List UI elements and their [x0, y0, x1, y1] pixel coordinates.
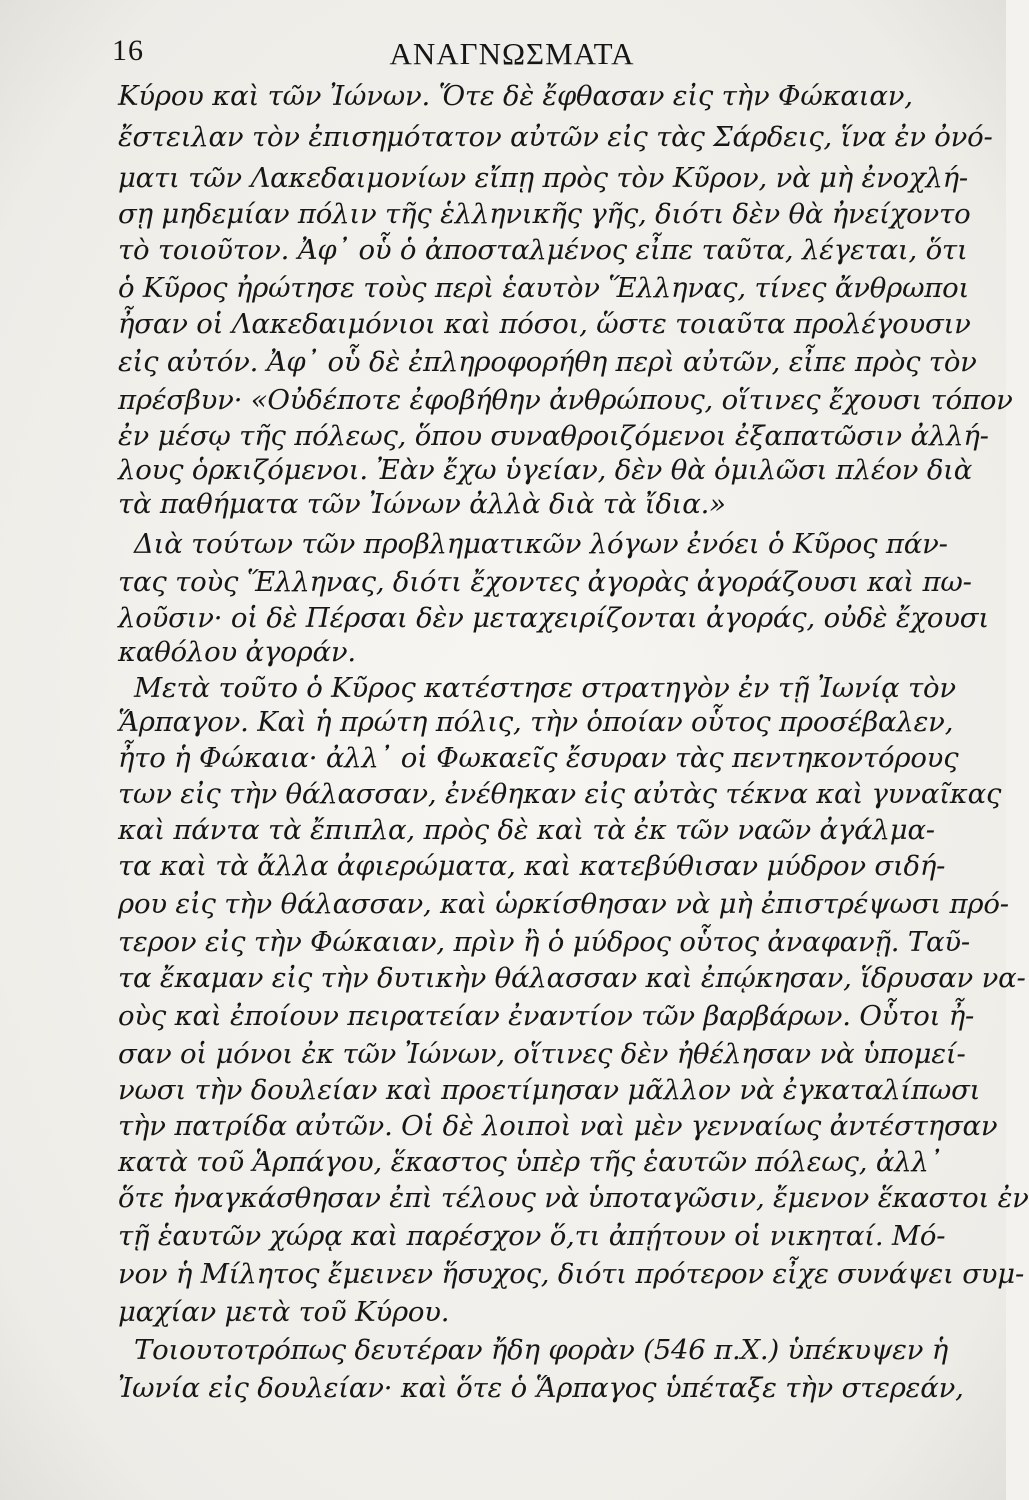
- text-line: ἦτο ἡ Φώκαια· ἀλλ᾽ οἱ Φωκαεῖς ἔσυραν τὰς πεντηκοντόρους: [118, 742, 959, 774]
- text-line: λους ὁρκιζόμενοι. Ἐὰν ἔχω ὑγείαν, δὲν θὰ ὁμιλῶσι πλέον διὰ: [118, 454, 973, 486]
- text-line: ρου εἰς τὴν θάλασσαν, καὶ ὡρκίσθησαν νὰ μὴ ἐπιστρέψωσι πρό-: [118, 888, 1009, 920]
- text-line: τα ἔκαμαν εἰς τὴν δυτικὴν θάλασσαν καὶ ἐπῴκησαν, ἵδρυσαν να-: [118, 962, 1026, 994]
- running-title: ΑΝΑΓΝΩΣΜΑΤΑ: [389, 36, 635, 71]
- text-line: οὺς καὶ ἐποίουν πειρατείαν ἐναντίον τῶν βαρβάρων. Οὗτοι ἦ-: [118, 1000, 975, 1032]
- text-line: των εἰς τὴν θάλασσαν, ἐνέθηκαν εἰς αὐτὰς τέκνα καὶ γυναῖκας: [118, 778, 1002, 810]
- text-line: Κύρου καὶ τῶν Ἰώνων. Ὅτε δὲ ἔφθασαν εἰς τὴν Φώκαιαν,: [118, 80, 913, 112]
- text-line: τὴν πατρίδα αὐτῶν. Οἱ δὲ λοιποὶ ναὶ μὲν γενναίως ἀντέστησαν: [118, 1110, 998, 1142]
- text-line: καθόλου ἀγοράν.: [118, 636, 356, 668]
- page-number: 16: [112, 34, 144, 67]
- paragraph-first-line: Μετὰ τοῦτο ὁ Κῦρος κατέστησε στρατηγὸν ἐν τῇ Ἰωνίᾳ τὸν: [134, 672, 956, 704]
- text-line: τῇ ἑαυτῶν χώρᾳ καὶ παρέσχον ὅ,τι ἀπῄτουν οἱ νικηταί. Μό-: [118, 1220, 946, 1252]
- text-line: τερον εἰς τὴν Φώκαιαν, πρὶν ἢ ὁ μύδρος οὗτος ἀναφανῇ. Ταῦ-: [118, 926, 970, 958]
- text-line: λοῦσιν· οἱ δὲ Πέρσαι δὲν μεταχειρίζονται ἀγοράς, οὐδὲ ἔχουσι: [118, 602, 989, 634]
- text-line: πρέσβυν· «Οὐδέποτε ἐφοβήθην ἀνθρώπους, οἵτινες ἔχουσι τόπον: [118, 384, 1013, 416]
- paragraph-first-line: Τοιουτοτρόπως δευτέραν ἤδη φορὰν (546 π.Χ.) ὑπέκυψεν ἡ: [134, 1334, 949, 1366]
- text-line: μαχίαν μετὰ τοῦ Κύρου.: [118, 1296, 450, 1328]
- text-line: ἐν μέσῳ τῆς πόλεως, ὅπου συναθροιζόμενοι ἐξαπατῶσιν ἀλλή-: [118, 420, 989, 452]
- text-line: ματι τῶν Λακεδαιμονίων εἴπῃ πρὸς τὸν Κῦρον, νὰ μὴ ἐνοχλή-: [118, 162, 969, 194]
- text-line: ὅτε ἠναγκάσθησαν ἐπὶ τέλους νὰ ὑποταγῶσιν, ἔμενον ἕκαστοι ἐν: [118, 1182, 1029, 1214]
- page-header: [112, 22, 912, 74]
- text-line: Ἅρπαγον. Καὶ ἡ πρώτη πόλις, τὴν ὁποίαν οὗτος προσέβαλεν,: [118, 706, 954, 738]
- text-line: σαν οἱ μόνοι ἐκ τῶν Ἰώνων, οἵτινες δὲν ἠθέλησαν νὰ ὑπομεί-: [118, 1038, 966, 1070]
- text-line: κατὰ τοῦ Ἁρπάγου, ἕκαστος ὑπὲρ τῆς ἑαυτῶν πόλεως, ἀλλ᾽: [118, 1146, 943, 1178]
- text-line: εἰς αὐτόν. Ἀφ᾽ οὗ δὲ ἐπληροφορήθη περὶ αὐτῶν, εἶπε πρὸς τὸν: [118, 346, 977, 378]
- text-line: Ἰωνία εἰς δουλείαν· καὶ ὅτε ὁ Ἅρπαγος ὑπέταξε τὴν στερεάν,: [118, 1372, 964, 1404]
- text-line: τὸ τοιοῦτον. Ἀφ᾽ οὗ ὁ ἀποσταλμένος εἶπε ταῦτα, λέγεται, ὅτι: [118, 234, 968, 266]
- text-line: τα καὶ τὰ ἄλλα ἀφιερώματα, καὶ κατεβύθισαν μύδρον σιδή-: [118, 850, 946, 882]
- text-line: καὶ πάντα τὰ ἔπιπλα, πρὸς δὲ καὶ τὰ ἐκ τῶν ναῶν ἀγάλμα-: [118, 814, 935, 846]
- text-line: ἔστειλαν τὸν ἐπισημότατον αὐτῶν εἰς τὰς Σάρδεις, ἵνα ἐν ὀνό-: [118, 121, 993, 153]
- text-line: ὁ Κῦρος ἠρώτησε τοὺς περὶ ἑαυτὸν Ἕλληνας, τίνες ἄνθρωποι: [118, 272, 970, 304]
- paragraph-first-line: Διὰ τούτων τῶν προβληματικῶν λόγων ἐνόει ὁ Κῦρος πάν-: [134, 528, 948, 560]
- text-line: ἦσαν οἱ Λακεδαιμόνιοι καὶ πόσοι, ὥστε τοιαῦτα προλέγουσιν: [118, 308, 971, 340]
- text-line: νωσι τὴν δουλείαν καὶ προετίμησαν μᾶλλον νὰ ἐγκαταλίπωσι: [118, 1074, 981, 1106]
- text-line: σῃ μηδεμίαν πόλιν τῆς ἑλληνικῆς γῆς, διότι δὲν θὰ ἠνείχοντο: [118, 198, 971, 230]
- text-line: νον ἡ Μίλητος ἔμεινεν ἥσυχος, διότι πρότερον εἶχε συνάψει συμ-: [118, 1258, 1025, 1290]
- text-line: τας τοὺς Ἕλληνας, διότι ἔχοντες ἀγορὰς ἀγοράζουσι καὶ πω-: [118, 566, 972, 598]
- text-line: τὰ παθήματα τῶν Ἰώνων ἀλλὰ διὰ τὰ ἴδια.»: [118, 488, 726, 520]
